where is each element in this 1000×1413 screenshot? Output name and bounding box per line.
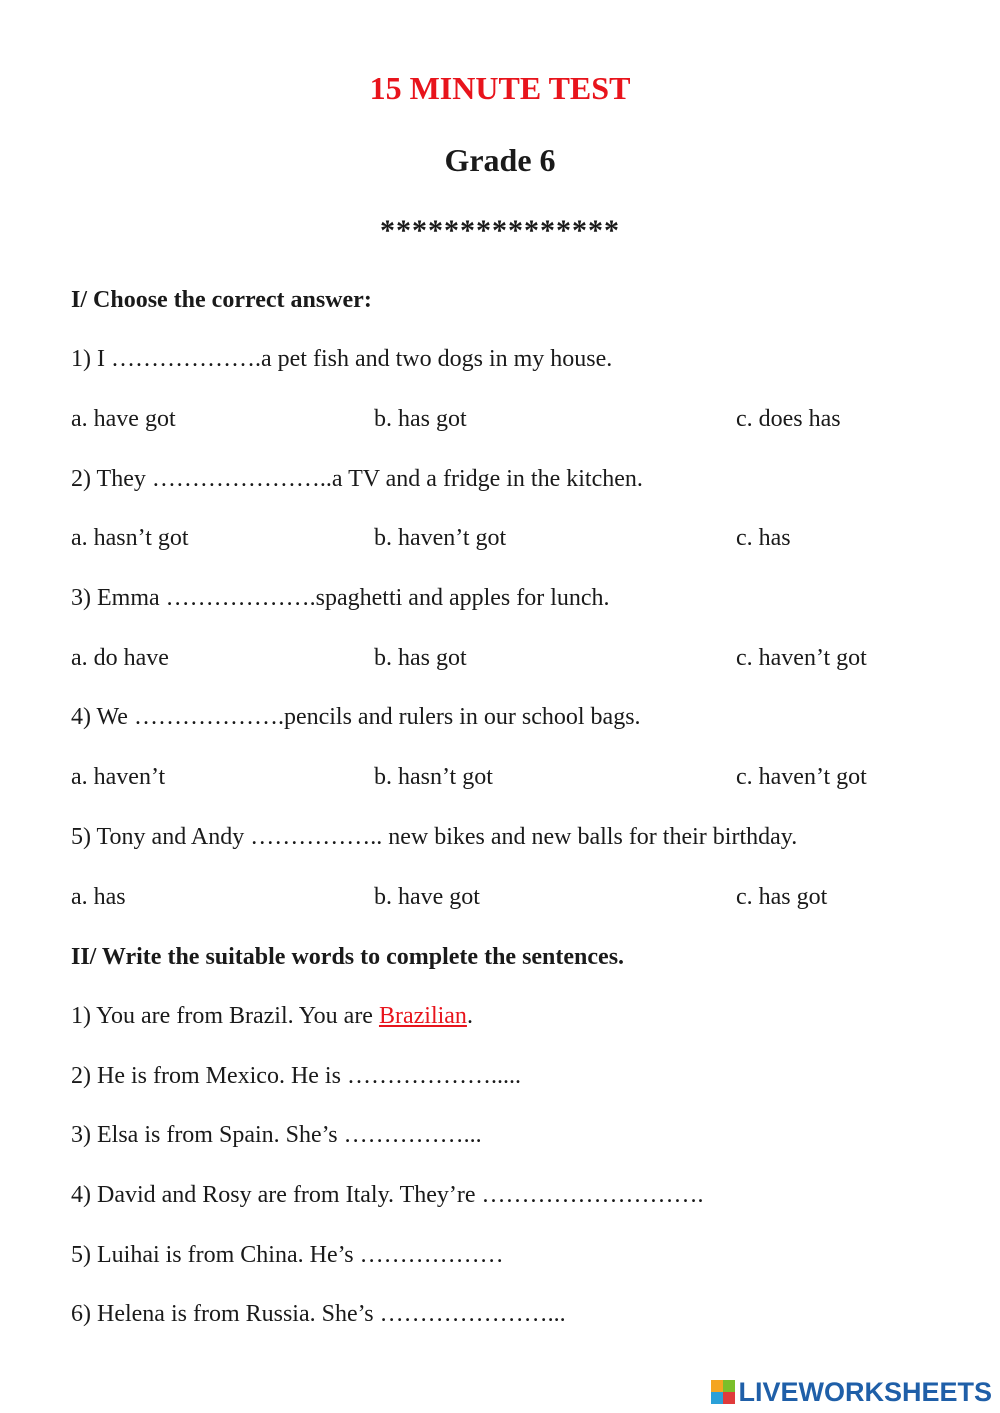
sentence-4[interactable]: 4) David and Rosy are from Italy. They’re ………………………. [71, 1182, 704, 1208]
question-1-option-c[interactable]: c. does has [736, 406, 841, 432]
sentence-1 [71, 1003, 473, 1030]
sentence-5[interactable]: 5) Luihai is from China. He’s ……………… [71, 1242, 504, 1268]
question-4-option-c[interactable]: c. haven’t got [736, 764, 867, 790]
question-2-option-a[interactable]: a. hasn’t got [71, 525, 189, 551]
section-2-heading: II/ Write the suitable words to complete the sentences. [71, 944, 625, 970]
question-3-option-a[interactable]: a. do have [71, 645, 169, 671]
sentence-2[interactable]: 2) He is from Mexico. He is ………………..... [71, 1063, 521, 1089]
question-4-option-a[interactable]: a. haven’t [71, 764, 166, 790]
sentence-6[interactable]: 6) Helena is from Russia. She’s …………………... [71, 1301, 566, 1327]
sentence-1-answer[interactable]: Brazilian [378, 1003, 467, 1029]
question-1-text: 1) I ……………….a pet fish and two dogs in my house. [71, 346, 613, 372]
question-3-option-b[interactable]: b. has got [374, 645, 467, 671]
question-2-option-b[interactable]: b. haven’t got [374, 525, 507, 551]
section-1-heading: I/ Choose the correct answer: [71, 287, 372, 313]
question-4-text: 4) We ……………….pencils and rulers in our school bags. [71, 704, 641, 730]
question-3-text: 3) Emma ……………….spaghetti and apples for lunch. [71, 585, 610, 611]
logo-mark-icon [711, 1380, 735, 1404]
sentence-1-prefix: 1) You are from Brazil. You are [71, 1003, 379, 1029]
question-3-option-c[interactable]: c. haven’t got [736, 645, 867, 671]
question-1-option-b[interactable]: b. has got [374, 406, 467, 432]
sentence-1-suffix: . [466, 1003, 473, 1029]
logo-text: LIVEWORKSHEETS [738, 1376, 992, 1407]
sentence-3[interactable]: 3) Elsa is from Spain. She’s ……………... [71, 1122, 482, 1148]
test-title: 15 MINUTE TEST [369, 70, 631, 106]
grade-label: Grade 6 [444, 142, 556, 178]
question-5-option-b[interactable]: b. have got [374, 884, 480, 910]
question-2-option-c[interactable]: c. has [736, 525, 791, 551]
liveworksheets-logo [711, 1375, 992, 1409]
question-5-option-a[interactable]: a. has [71, 884, 126, 910]
question-5-option-c[interactable]: c. has got [736, 884, 828, 910]
question-1-option-a[interactable]: a. have got [71, 406, 176, 432]
decorative-stars: *************** [380, 214, 620, 247]
question-4-option-b[interactable]: b. hasn’t got [374, 764, 493, 790]
question-5-text: 5) Tony and Andy …………….. new bikes and new balls for their birthday. [71, 824, 798, 850]
question-2-text: 2) They …………………..a TV and a fridge in the kitchen. [71, 466, 643, 492]
